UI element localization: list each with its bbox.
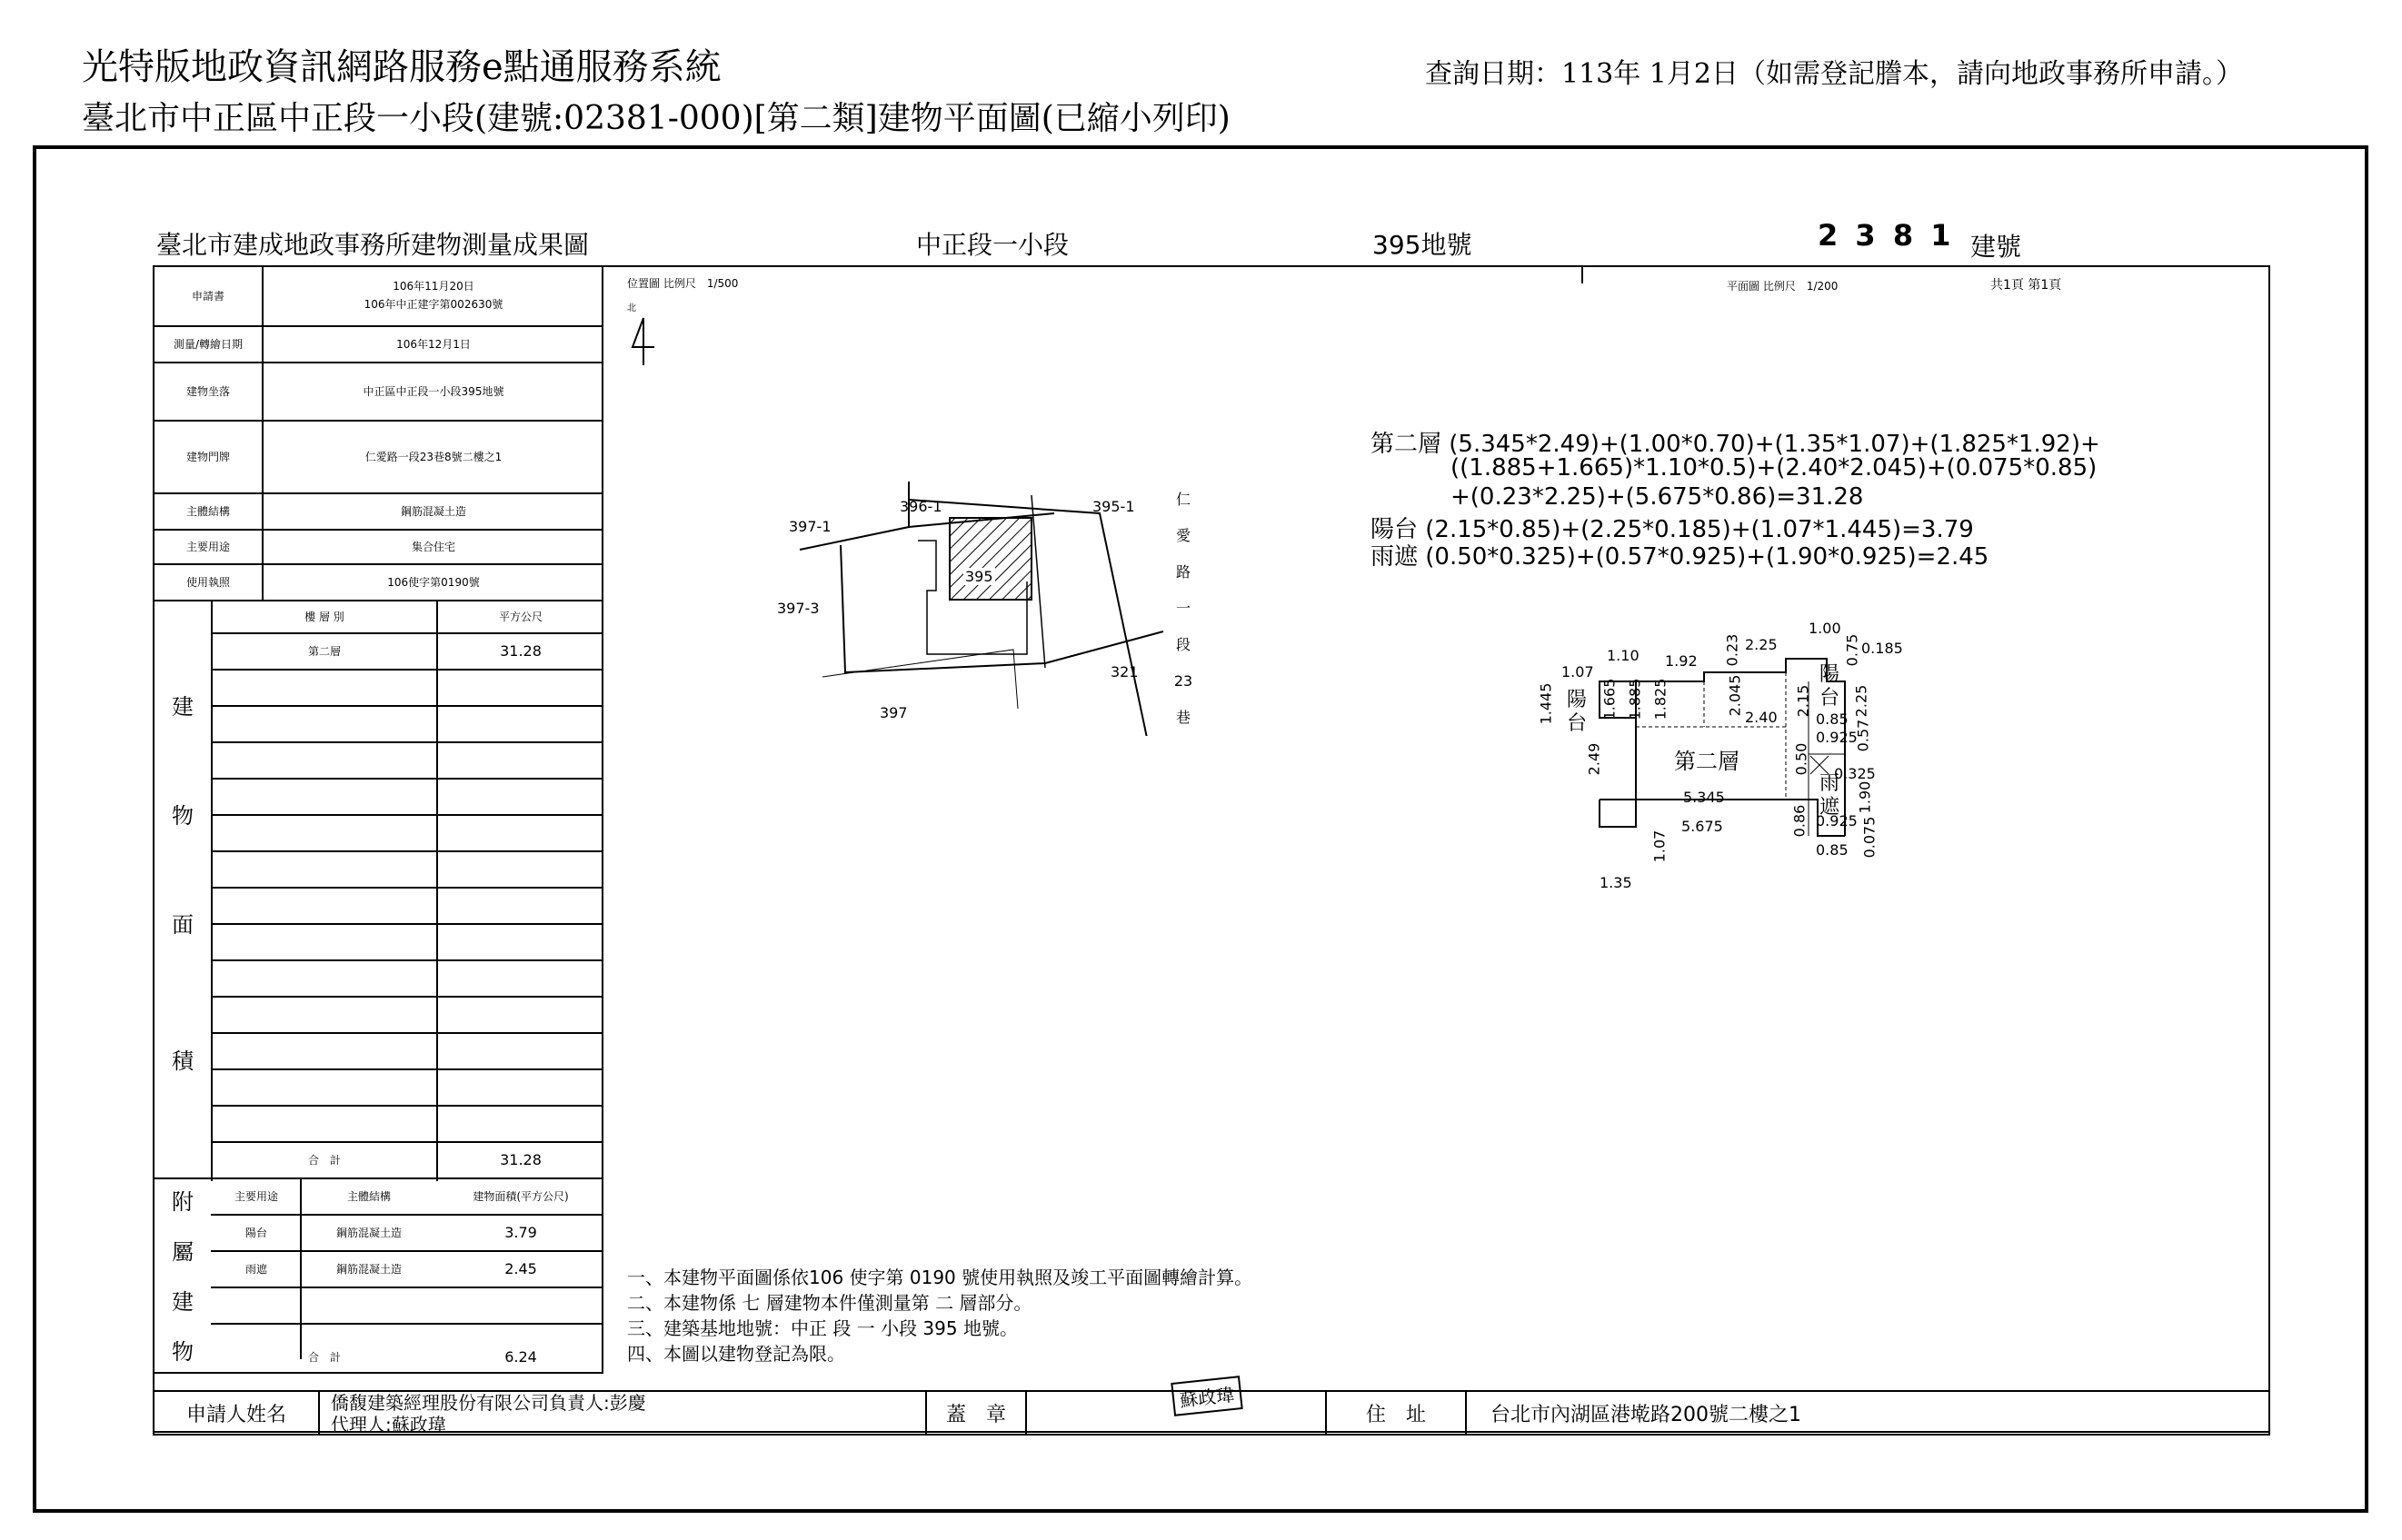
lot-label: 397-3: [777, 600, 820, 617]
annex-header-area: 建物面積(平方公尺): [473, 1189, 569, 1203]
dim-label: 0.75: [1843, 633, 1861, 667]
address-label: 住 址: [1365, 1403, 1426, 1426]
balcony-label-right: 陽台: [1819, 663, 1840, 710]
dim-label: 1.00: [1809, 620, 1841, 637]
lot-number: 395地號: [1372, 230, 1472, 260]
dim-label: 5.675: [1681, 818, 1723, 835]
road-char: 一: [1175, 600, 1191, 617]
row-line: [211, 705, 603, 707]
label-application: 申請書: [191, 289, 224, 303]
area-row-floor: 第二層: [307, 644, 341, 658]
lot-label: 397: [880, 704, 908, 721]
note-line: 二、本建物係 七 層建物本件僅測量第 二 層部分。: [627, 1292, 1032, 1314]
annex-row-struct: 鋼筋混凝土造: [335, 1262, 402, 1276]
seal-stamp: 蘇政瑋: [1171, 1376, 1242, 1416]
site-plan-scale: 位置圖 比例尺 1/500: [627, 277, 739, 290]
balcony-label-left: 陽台: [1567, 689, 1588, 735]
dim-label: 2.40: [1745, 709, 1778, 726]
footer-divider: [1025, 1390, 1027, 1436]
dim-label: 1.07: [1561, 663, 1594, 681]
dim-label: 0.925: [1816, 812, 1858, 830]
annex-row-struct: 鋼筋混凝土造: [335, 1226, 402, 1239]
label-structure: 主體結構: [185, 504, 230, 518]
label-location: 建物坐落: [185, 384, 230, 398]
dim-label: 0.075: [1860, 816, 1879, 859]
dim-label: 2.15: [1794, 684, 1812, 718]
north-arrow-icon: [627, 300, 663, 373]
page-info: 共1頁 第1頁: [1990, 278, 2062, 293]
dim-label: 2.25: [1852, 684, 1870, 718]
svg-text:北: 北: [627, 303, 636, 313]
row-line: [211, 1323, 603, 1325]
annex-header-struct: 主體結構: [346, 1189, 391, 1203]
area-total: 31.28: [500, 1150, 542, 1168]
note-line: 三、建築基地地號：中正 段 一 小段 395 地號。: [627, 1317, 1018, 1339]
dim-label: 5.345: [1683, 789, 1725, 806]
annex-side-char: 屬: [172, 1238, 194, 1265]
area-header-sqm: 平方公尺: [498, 610, 543, 623]
footer-divider: [1465, 1390, 1467, 1436]
dim-label: 0.57: [1854, 719, 1872, 752]
system-title: 光特版地政資訊網路服務e點通服務系統: [82, 46, 722, 88]
annex-row-use: 雨遮: [244, 1262, 267, 1276]
area-side-char: 物: [172, 802, 194, 829]
address-value: 台北市內湖區港墘路200號二樓之1: [1490, 1404, 1801, 1426]
area-side-char: 積: [172, 1048, 194, 1074]
area-total-label: 合 計: [307, 1153, 341, 1167]
value-main-use: 集合住宅: [411, 540, 455, 553]
dim-label: 0.50: [1792, 742, 1810, 776]
row-line: [211, 778, 603, 780]
document-title: 臺北市中正區中正段一小段(建號:02381-000)[第二類]建物平面圖(已縮小列印): [82, 100, 1231, 137]
dim-label: 1.825: [1651, 678, 1669, 720]
dim-label: 1.07: [1650, 830, 1669, 863]
annex-row-area: 3.79: [504, 1223, 537, 1241]
annex-side-char: 物: [172, 1338, 194, 1365]
note-line: 四、本圖以建物登記為限。: [627, 1343, 845, 1365]
dim-label: 1.445: [1537, 682, 1555, 725]
label-main-use: 主要用途: [185, 540, 230, 553]
dim-label: 1.10: [1607, 647, 1640, 664]
seal-label: 蓋 章: [945, 1403, 1006, 1426]
dim-label: 0.185: [1861, 640, 1903, 657]
office-title: 臺北市建成地政事務所建物測量成果圖: [156, 230, 590, 260]
label-address: 建物門牌: [185, 450, 230, 463]
formula-line: 第二層 (5.345*2.49)+(1.00*0.70)+(1.35*1.07)+(1.825*1.92)+: [1370, 431, 2100, 458]
area-header-floor: 樓 層 別: [304, 610, 344, 623]
dim-label: 0.85: [1816, 841, 1849, 859]
value-permit: 106使字第0190號: [387, 575, 480, 589]
row-line: [211, 669, 603, 671]
road-name: [1172, 482, 1194, 736]
row-line: [211, 1105, 603, 1107]
row-line: [211, 996, 603, 998]
formula-line: 雨遮 (0.50*0.325)+(0.57*0.925)+(1.90*0.925)=2.45: [1370, 543, 1989, 571]
road-char: 23: [1173, 672, 1193, 690]
area-side-char: 面: [172, 911, 194, 938]
agent-name: 代理人:蘇政瑋: [331, 1414, 446, 1436]
area-side-char: 建: [172, 693, 194, 720]
dim-label: 0.85: [1816, 710, 1849, 728]
annex-side-char: 附: [172, 1188, 194, 1215]
formula-line: +(0.23*2.25)+(5.675*0.86)=31.28: [1450, 483, 1864, 511]
dim-label: 0.325: [1834, 765, 1876, 782]
value-survey-date: 106年12月1日: [396, 337, 471, 351]
value-location: 中正區中正段一小段395地號: [363, 384, 504, 398]
dim-label: 1.92: [1665, 652, 1698, 670]
road-char: 路: [1175, 563, 1191, 581]
note-line: 一、本建物平面圖係依106 使字第 0190 號使用執照及竣工平面圖轉繪計算。: [627, 1267, 1253, 1288]
query-date: 查詢日期：113年 1月2日（如需登記謄本，請向地政事務所申請。）: [1425, 58, 2243, 90]
row-line: [211, 850, 603, 852]
label-survey-date: 測量/轉繪日期: [173, 337, 244, 351]
dim-label: 0.86: [1790, 804, 1809, 838]
title-divider: [1581, 265, 1583, 283]
area-row-sqm: 31.28: [500, 641, 542, 660]
lot-label: 395-1: [1092, 498, 1135, 515]
dim-label: 1.35: [1600, 874, 1632, 891]
row-line: [211, 1068, 603, 1070]
road-char: 仁: [1175, 491, 1191, 508]
dim-label: 2.045: [1726, 674, 1744, 717]
site-plan: [782, 472, 1218, 736]
value-application: 106年11月20日 106年中正建字第002630號: [364, 280, 503, 311]
row-line: [211, 741, 603, 743]
value-structure: 鋼筋混凝土造: [400, 504, 466, 518]
formula-line: ((1.885+1.665)*1.10*0.5)+(2.40*2.045)+(0.075*0.85): [1450, 454, 2098, 482]
annex-total: 6.24: [504, 1347, 537, 1366]
applicant-name: 僑馥建築經理股份有限公司負責人:彭慶: [331, 1392, 646, 1414]
row-line: [211, 959, 603, 961]
lot-label: 395: [965, 568, 993, 585]
area-side-divider: [211, 600, 213, 1181]
dim-label: 1.665: [1600, 678, 1619, 720]
dim-label: 1.90: [1856, 780, 1874, 814]
value-address: 仁愛路一段23巷8號二樓之1: [364, 450, 503, 463]
building-number-label: 建號: [1970, 232, 2022, 262]
dim-label: 0.23: [1723, 633, 1741, 667]
annex-header-use: 主要用途: [234, 1189, 278, 1203]
row-line: [211, 923, 603, 925]
road-char: 愛: [1175, 527, 1191, 544]
applicant-label: 申請人姓名: [185, 1403, 286, 1426]
lot-label: 396-1: [900, 498, 942, 515]
road-char: 巷: [1175, 709, 1191, 726]
row-line: [211, 814, 603, 816]
annex-row-area: 2.45: [504, 1259, 537, 1277]
canopy-label: 雨遮: [1819, 772, 1840, 819]
label-permit: 使用執照: [185, 575, 230, 589]
footer-divider: [318, 1390, 320, 1436]
building-number: 2 3 8 1: [1818, 218, 1955, 253]
annex-total-label: 合 計: [307, 1350, 341, 1364]
row-line: [211, 1032, 603, 1034]
formula-line: 陽台 (2.15*0.85)+(2.25*0.185)+(1.07*1.445)=3.79: [1370, 516, 1974, 543]
row-line: [211, 1287, 603, 1288]
road-char: 段: [1175, 636, 1191, 653]
row-line: [211, 887, 603, 889]
floor-plan-scale: 平面圖 比例尺 1/200: [1727, 280, 1839, 293]
annex-side-char: 建: [172, 1288, 194, 1315]
dim-label: 1.885: [1626, 678, 1644, 720]
annex-row-use: 陽台: [244, 1226, 267, 1239]
area-col-divider: [436, 600, 438, 1181]
dim-label: 2.49: [1585, 742, 1603, 776]
lot-label: 321: [1111, 663, 1139, 681]
dim-label: 0.925: [1816, 729, 1858, 746]
dim-label: 2.25: [1745, 636, 1778, 653]
lot-label: 397-1: [789, 518, 832, 535]
section-name: 中正段一小段: [916, 230, 1070, 260]
floor-label: 第二層: [1674, 749, 1739, 774]
